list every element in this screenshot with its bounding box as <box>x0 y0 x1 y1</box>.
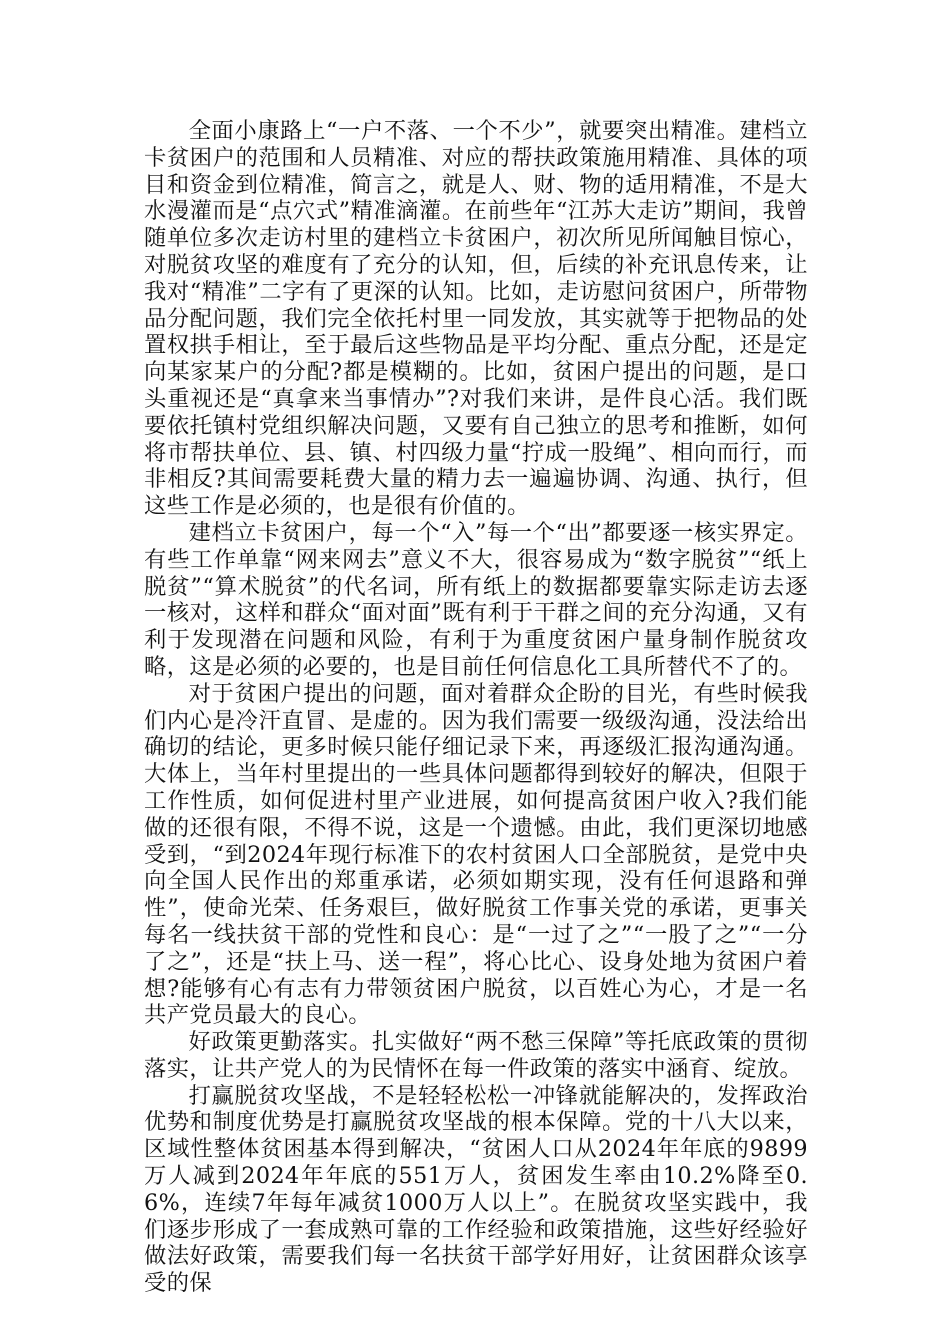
document-body <box>144 118 808 1297</box>
paragraph-precision-poverty-alleviation: 全面小康路上“一户不落、一个不少”，就要突出精准。建档立卡贫困户的范围和人员精准、对应的帮扶政策施用精准、具体的项目和资金到位精准，简言之，就是人、财、物的适用精准，不是大水漫灌而是“点穴式”精准滴灌。在前些年“江苏大走访”期间，我曾随单位多次走访村里的建档立卡贫困户，初次所见所闻触目惊心，对脱贫攻坚的难度有了充分的认知，但，后续的补充讯息传来，让我对“精准”二字有了更深的认知。比如，走访慰问贫困户，所带物品分配问题，我们完全依托村里一同发放，其实就等于把物品的处置权拱手相让，至于最后这些物品是平均分配、重点分配，还是定向某家某户的分配?都是模糊的。比如，贫困户提出的问题，是口头重视还是“真拿来当事情办”?对我们来讲，是件良心活。我们既要依托镇村党组织解决问题，又要有自己独立的思考和推断，如何将市帮扶单位、县、镇、村四级力量“拧成一股绳”、相向而行，而非相反?其间需要耗费大量的精力去一遍遍协调、沟通、执行，但这些工作是必须的，也是很有价值的。 <box>144 118 808 520</box>
paragraph-problems-and-conscience: 对于贫困户提出的问题，面对着群众企盼的目光，有些时候我们内心是冷汗直冒、是虚的。因为我们需要一级级沟通，没法给出确切的结论，更多时候只能仔细记录下来，再逐级汇报沟通沟通。大体上，当年村里提出的一些具体问题都得到较好的解决，但限于工作性质，如何促进村里产业进展，如何提高贫困户收入?我们能做的还很有限，不得不说，这是一个遗憾。由此，我们更深切地感受到，“到2024年现行标准下的农村贫困人口全部脱贫，是党中央向全国人民作出的郑重承诺，必须如期实现，没有任何退路和弹性”，使命光荣、任务艰巨，做好脱贫工作事关党的承诺，更事关每名一线扶贫干部的党性和良心：是“一过了之”“一股了之”“一分了之”，还是“扶上马、送一程”，将心比心、设身处地为贫困户着想?能够有心有志有力带领贫困户脱贫，以百姓心为心，才是一名共产党员最大的良心。 <box>144 680 808 1029</box>
paragraph-winning-the-battle: 打赢脱贫攻坚战，不是轻轻松松一冲锋就能解决的，发挥政治优势和制度优势是打赢脱贫攻坚战的根本保障。党的十八大以来，区域性整体贫困基本得到解决，“贫困人口从2024年年底的9899万人减到2024年年底的551万人，贫困发生率由10.2%降至0.6%，连续7年每年减贫1000万人以上”。在脱贫攻坚实践中，我们逐步形成了一套成熟可靠的工作经验和政策措施，这些好经验好做法好政策，需要我们每一名扶贫干部学好用好，让贫困群众该享受的保 <box>144 1082 808 1297</box>
paragraph-household-verification: 建档立卡贫困户，每一个“入”每一个“出”都要逐一核实界定。有些工作单靠“网来网去”意义不大，很容易成为“数字脱贫”“纸上脱贫”“算术脱贫”的代名词，所有纸上的数据都要靠实际走访去逐一核对，这样和群众“面对面”既有利于干群之间的充分沟通，又有利于发现潜在问题和风险，有利于为重度贫困户量身制作脱贫攻略，这是必须的必要的，也是目前任何信息化工具所替代不了的。 <box>144 519 808 680</box>
paragraph-policy-implementation: 好政策更勤落实。扎实做好“两不愁三保障”等托底政策的贯彻落实，让共产党人的为民情怀在每一件政策的落实中涵育、绽放。 <box>144 1029 808 1082</box>
